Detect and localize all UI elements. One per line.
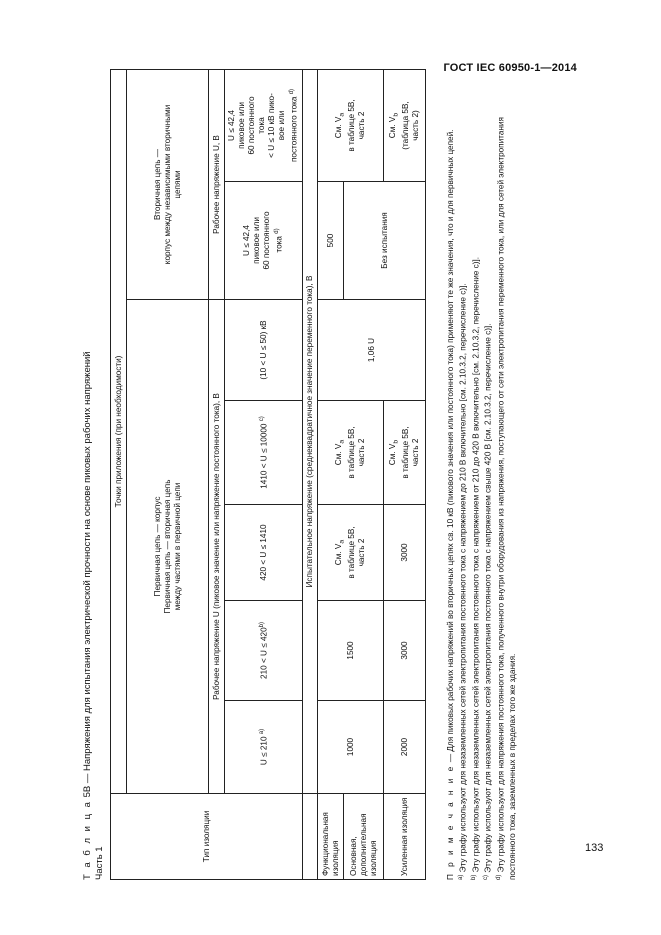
insulation-type-header: Тип изоляции	[111, 794, 303, 880]
application-points-header: Точки приложения (при необходимости)	[111, 69, 127, 793]
functional-v5: 1,06 U	[318, 300, 426, 401]
row-reinforced-name: Усиленная изоляция	[384, 794, 426, 880]
secondary-line-2: корпус между независимыми вторичными	[162, 104, 172, 265]
primary-circuit-header	[127, 300, 209, 794]
functional-v4: См. $V_a$ в таблице 5В, часть 2	[318, 401, 384, 505]
reinforced-v3: 3000	[384, 505, 426, 601]
table-caption	[82, 70, 106, 880]
working-voltage-primary-header: Рабочее напряжение U (пиковое значение или напряжение постоянного тока), В	[209, 300, 225, 794]
row-basic-name: Основная, дополнительная изоляция	[344, 794, 384, 880]
row-functional-name: Функциональная изоляция	[318, 794, 344, 880]
blank-cell	[303, 794, 318, 880]
document-header: ГОСТ IEC 60950-1—2014	[443, 62, 577, 74]
reinforced-v1: 2000	[384, 701, 426, 794]
primary-line-1: Первичная цепь — корпус	[152, 496, 162, 597]
reinforced-v4: См. $V_b$ в таблице 5В, часть 2	[384, 401, 426, 505]
rotated-table-block	[82, 70, 622, 880]
page-number: 133	[585, 842, 604, 854]
caption-number: 5В	[82, 785, 93, 798]
note-d: Эту графу используют для напряжения постоянного тока, полученного внутри оборудования из напряжения, поступающего от сети электропитания переменного тока, или для сетей электропитания постоянного тока, заземленных в пределах того же здания.	[496, 117, 517, 880]
note-c: Эту графу используют для незаземленных сетей электропитания постоянного тока с напряжением свыше 420 В [см. 2.10.3.2, перечисление с)].	[484, 323, 494, 873]
primary-line-3: между частями в первичной цепи	[172, 482, 182, 611]
range-1: U ≤ 210 $^{a)}$	[225, 701, 303, 794]
working-voltage-secondary-header: Рабочее напряжение U, В	[209, 69, 225, 299]
note-main: — Для пиковых рабочих напряжений во вторичных цепях св. 10 кВ (пикового значения или постоянного тока) применяют те же значения, что и для первичных цепей.	[446, 129, 455, 765]
reinforced-s2: См. $V_b$ (таблица 5В, часть 2)	[384, 69, 426, 181]
range-4: 1410 < U ≤ 10000 $^{c)}$	[225, 401, 303, 505]
basic-s1: Без испытания	[344, 182, 426, 300]
secondary-range-2: U ≤ 42,4 пиковое или 60 постоянного тока < U ≤ 10 кВ пико- вое или постоянного тока $^{d)}$	[225, 69, 303, 181]
functional-s2: См. $V_a$ в таблице 5В, часть 2	[318, 69, 384, 181]
caption-title: — Напряжения для испытания электрической прочности на основе пиковых рабочих напряжений	[82, 351, 93, 786]
voltage-table	[110, 69, 426, 880]
secondary-circuit-header	[127, 69, 209, 299]
test-voltage-header: Испытательное напряжение (среднеквадратичное значение переменного тока), В	[303, 69, 318, 793]
functional-v1: 1000	[318, 701, 384, 794]
secondary-line-3: цепями	[172, 170, 182, 199]
functional-s1: 500	[318, 182, 344, 300]
note-label: П р и м е ч а н и е	[446, 764, 455, 880]
note-a: Эту графу используют для незаземленных сетей электропитания постоянного тока с напряжением до 210 В включительно [см. 2.10.3.2, перечисление с)].	[458, 283, 468, 873]
caption-part: Часть 1	[94, 846, 105, 880]
secondary-line-1: Вторичная цепь —	[152, 149, 162, 220]
secondary-range-1: U ≤ 42,4 пиковое или 60 постоянного тока $^{d)}$	[225, 182, 303, 300]
caption-label: Т а б л и ц а	[82, 800, 93, 880]
range-5: (10 < U ≤ 50) кВ	[225, 300, 303, 401]
table-notes: П р и м е ч а н и е — Для пиковых рабочих напряжений во вторичных цепях св. 10 кВ (пикового значения или постоянного тока) применяют те же значения, что и для первичных цепей. $^{a)}$ Эту графу используют для незаземленных сетей электропитания постоянного тока с напряжением до 210 В включительно [см. 2.10.3.2, перечисление с)]. $^{b)}$ Эту графу используют для незаземленных сетей электропитания постоянного тока с напряжением от 210 до 420 В включительно [см. 2.10.3.2, перечисление с)]. $^{c)}$ Эту графу используют для незаземленных сетей электропитания постоянного тока с напряжением свыше 420 В [см. 2.10.3.2, перечисление с)]. $^{d)}$ Эту графу используют для напряжения постоянного тока, полученного внутри оборудования из напряжения, поступающего от сети электропитания переменного тока, или для сетей электропитания постоянного тока, заземленных в пределах того же здания.	[446, 117, 517, 880]
primary-line-2: Первичная цепь — вторичная цепь	[162, 479, 172, 614]
note-b: Эту графу используют для незаземленных сетей электропитания постоянного тока с напряжением от 210 до 420 В включительно [см. 2.10.3.2, перечисление с)].	[471, 257, 481, 873]
range-3: 420 < U ≤ 1410	[225, 505, 303, 601]
functional-v3: См. $V_a$ в таблице 5В, часть 2	[318, 505, 384, 601]
reinforced-v2: 3000	[384, 601, 426, 701]
range-2: $210 < U \le 420^{b)}$	[225, 601, 303, 701]
functional-v2: 1500	[318, 601, 384, 701]
